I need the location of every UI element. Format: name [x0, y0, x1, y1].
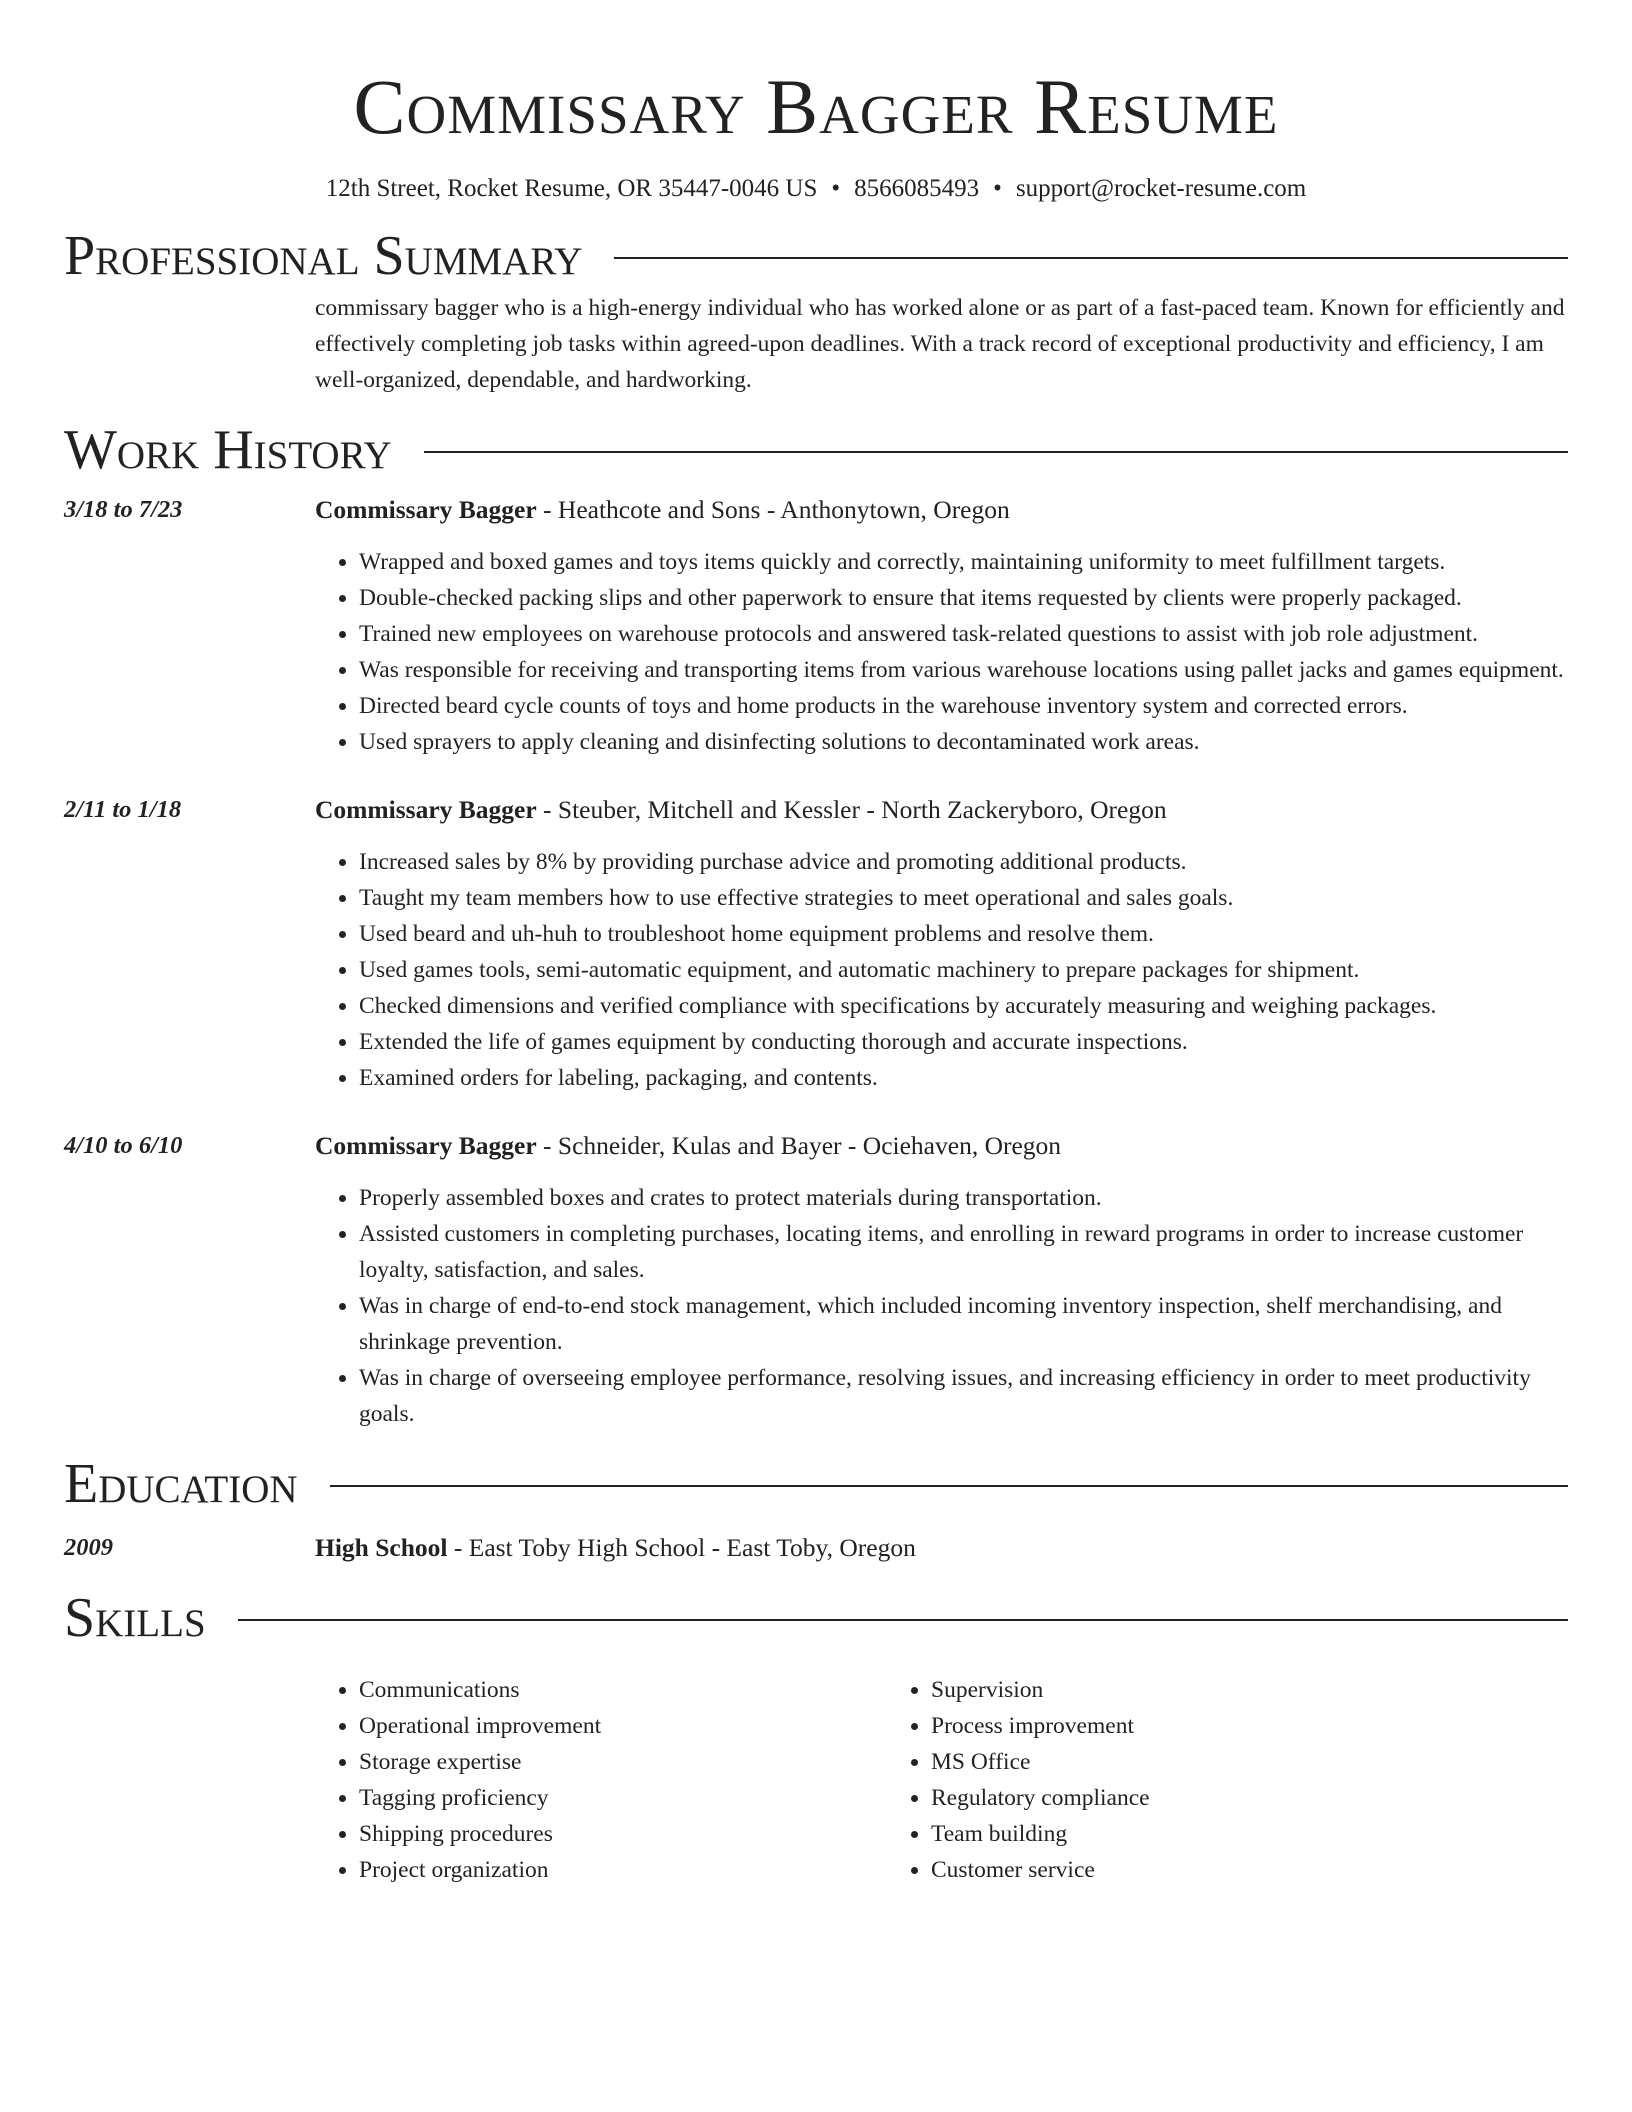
list-item: • Used sprayers to apply cleaning and disinfecting solutions to decontaminated work areas. [359, 724, 1568, 760]
skill-item: • Operational improvement [359, 1708, 887, 1744]
skill-item: • Customer service [931, 1852, 1459, 1888]
education-details: - East Toby High School - East Toby, Oregon [447, 1533, 916, 1562]
list-item: • Taught my team members how to use effective strategies to meet operational and sales goals. [359, 880, 1568, 916]
skills-list-right [887, 1672, 1459, 1888]
job-heading [315, 1128, 1568, 1164]
skill-item: • Supervision [931, 1672, 1459, 1708]
skill-item: • MS Office [931, 1744, 1459, 1780]
education-degree: High School [315, 1533, 448, 1562]
list-item: • Double-checked packing slips and other paperwork to ensure that items requested by clients were properly packaged. [359, 580, 1568, 616]
education-heading-line [315, 1530, 1568, 1566]
list-item: • Examined orders for labeling, packaging, and contents. [359, 1060, 1568, 1096]
job-dates: 3/18 to 7/23 [64, 496, 183, 523]
list-item: • Extended the life of games equipment by conducting thorough and accurate inspections. [359, 1024, 1568, 1060]
section-divider [424, 451, 1568, 453]
work-heading: Work History [64, 419, 392, 481]
job-body [315, 492, 1568, 760]
skill-item: • Process improvement [931, 1708, 1459, 1744]
job-heading [315, 792, 1568, 828]
skill-item: • Storage expertise [359, 1744, 887, 1780]
job-dates: 2/11 to 1/18 [64, 796, 182, 823]
job-bullets [315, 1180, 1568, 1432]
skill-item: • Regulatory compliance [931, 1780, 1459, 1816]
page-title: Commissary Bagger Resume [353, 63, 1279, 150]
skill-item: • Communications [359, 1672, 887, 1708]
list-item: • Checked dimensions and verified compliance with specifications by accurately measuring and weighing packages. [359, 988, 1568, 1024]
contact-separator: • [993, 175, 1002, 202]
education-body [315, 1530, 1568, 1566]
job-bullets [315, 844, 1568, 1096]
section-divider [238, 1619, 1568, 1621]
contact-address: 12th Street, Rocket Resume, OR 35447-0046 US [325, 175, 818, 202]
contact-email: support@rocket-resume.com [1015, 175, 1307, 202]
summary-heading: Professional Summary [64, 225, 583, 287]
list-item: • Used games tools, semi-automatic equipment, and automatic machinery to prepare packages for shipment. [359, 952, 1568, 988]
list-item: • Wrapped and boxed games and toys items quickly and correctly, maintaining uniformity to meet fulfillment targets. [359, 544, 1568, 580]
section-divider [330, 1485, 1568, 1487]
list-item: • Increased sales by 8% by providing purchase advice and promoting additional products. [359, 844, 1568, 880]
job-details: - Steuber, Mitchell and Kessler - North Zackeryboro, Oregon [536, 795, 1167, 824]
summary-section-header [64, 226, 1568, 286]
summary-text: commissary bagger who is a high-energy individual who has worked alone or as part of a fast-paced team. Known for efficiently and effectively completing job tasks within agreed-upon deadlines. With a track record of exceptional productivity and efficiency, I am well-organized, dependable, and hardworking. [315, 295, 1565, 393]
education-section-header [64, 1454, 1568, 1514]
job-title: Commissary Bagger [315, 795, 537, 824]
skills-list-left [315, 1672, 887, 1888]
skills-heading: Skills [64, 1587, 206, 1649]
list-item: • Was in charge of overseeing employee performance, resolving issues, and increasing efficiency in order to meet productivity goals. [359, 1360, 1568, 1432]
skills-section-header [64, 1588, 1568, 1648]
work-section-header [64, 420, 1568, 480]
skills-columns [315, 1672, 1568, 1888]
contact-separator: • [831, 175, 841, 202]
list-item: • Properly assembled boxes and crates to protect materials during transportation. [359, 1180, 1568, 1216]
job-entry-1 [64, 492, 1568, 760]
list-item: • Used beard and uh-huh to troubleshoot home equipment problems and resolve them. [359, 916, 1568, 952]
job-title: Commissary Bagger [315, 495, 537, 524]
skill-item: • Team building [931, 1816, 1459, 1852]
job-entry-2 [64, 792, 1568, 1096]
list-item: • Was responsible for receiving and transporting items from various warehouse locations using pallet jacks and games equipment. [359, 652, 1568, 688]
job-heading [315, 492, 1568, 528]
job-details: - Schneider, Kulas and Bayer - Ociehaven, Oregon [536, 1131, 1062, 1160]
list-item: • Trained new employees on warehouse protocols and answered task-related questions to assist with job role adjustment. [359, 616, 1568, 652]
section-divider [614, 257, 1568, 259]
job-title: Commissary Bagger [315, 1131, 537, 1160]
job-dates: 4/10 to 6/10 [64, 1132, 183, 1159]
job-body [315, 792, 1568, 1096]
list-item: • Assisted customers in completing purchases, locating items, and enrolling in reward programs in order to increase customer loyalty, satisfaction, and sales. [359, 1216, 1568, 1288]
contact-phone: 8566085493 [854, 175, 980, 202]
job-bullets [315, 544, 1568, 760]
education-year: 2009 [64, 1534, 113, 1561]
education-heading: Education [64, 1453, 298, 1515]
job-entry-3 [64, 1128, 1568, 1432]
skill-item: • Shipping procedures [359, 1816, 887, 1852]
list-item: • Directed beard cycle counts of toys and home products in the warehouse inventory system and corrected errors. [359, 688, 1568, 724]
resume-page [64, 0, 1568, 1888]
list-item: • Was in charge of end-to-end stock management, which included incoming inventory inspection, shelf merchandising, and shrinkage prevention. [359, 1288, 1568, 1360]
job-body [315, 1128, 1568, 1432]
contact-line [64, 172, 1568, 206]
education-entry [64, 1530, 1568, 1566]
job-details: - Heathcote and Sons - Anthonytown, Oregon [536, 495, 1010, 524]
skill-item: • Project organization [359, 1852, 887, 1888]
skill-item: • Tagging proficiency [359, 1780, 887, 1816]
